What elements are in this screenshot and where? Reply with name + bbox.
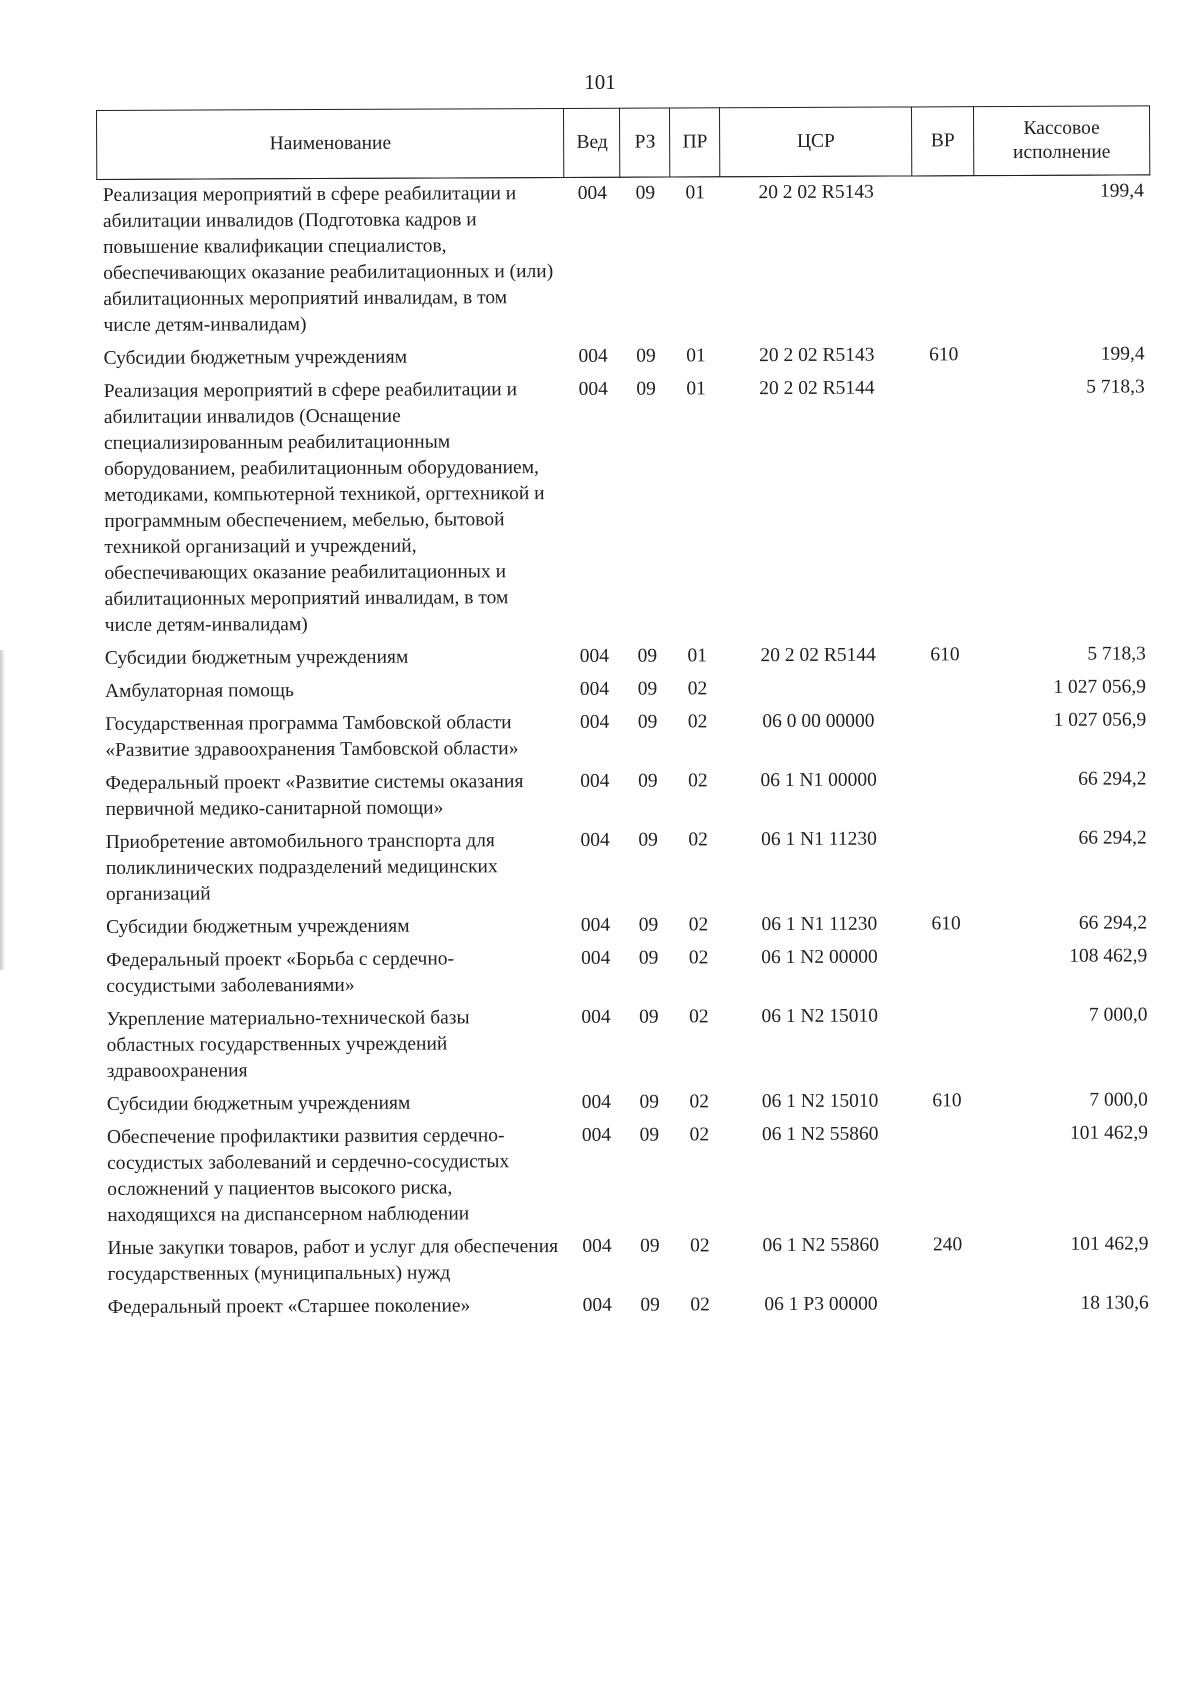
row-vr [912,176,975,340]
row-vr [916,1000,978,1085]
row-vr: 610 [932,1090,962,1112]
row-csr: 06 1 N1 11230 [761,828,877,851]
page-number: 101 [584,70,616,94]
row-rz: 09 [637,678,658,700]
row-csr [722,672,914,706]
row-rz: 09 [637,645,658,667]
row-ved: 004 [581,1091,611,1113]
row-vr [913,372,976,639]
row-rz: 09 [640,1235,660,1257]
table-row [99,704,1152,768]
row-vr [914,672,976,705]
row-csr: 06 1 N1 11230 [761,913,878,936]
row-rz: 09 [638,829,658,851]
row-amount: 66 294,2 [1078,912,1148,934]
row-vr [916,1118,978,1229]
budget-execution-table [96,105,1155,1325]
row-ved: 004 [579,711,610,733]
row-amount: 66 294,2 [1078,827,1147,849]
row-ved: 004 [578,378,608,400]
row-rz: 09 [639,1006,659,1028]
row-amount: 7 000,0 [1088,1004,1148,1026]
row-amount: 5 718,3 [1086,376,1145,398]
row-vr [917,1288,979,1321]
row-rz: 09 [639,1091,660,1113]
row-pr: 02 [689,1006,709,1028]
row-pr: 02 [688,829,708,851]
row-ved: 004 [582,1294,612,1316]
row-amount: 1 027 056,9 [1053,676,1147,698]
header-rz: РЗ [620,108,670,177]
row-vr: 610 [931,913,961,935]
header-csr: ЦСР [720,107,912,177]
row-vr: 610 [928,344,959,366]
row-csr: 06 1 P3 00000 [764,1293,878,1316]
row-csr: 06 1 N2 00000 [761,946,878,969]
table-row [99,638,1152,676]
row-name: Федеральный проект «Развитие системы оказания первичной медико-санитарной помощи» [105,771,524,820]
header-pr: ПР [670,108,720,177]
table-row [101,1117,1154,1233]
table-row [100,999,1153,1089]
row-vr [914,764,976,823]
row-ved: 004 [582,1235,612,1257]
table-row [98,371,1152,643]
row-csr: 06 1 N1 00000 [760,769,877,792]
table-row [100,822,1153,912]
row-name: Субсидии бюджетным учреждениям [106,915,410,938]
row-ved: 004 [581,947,611,969]
row-name: Федеральный проект «Старшее поколение» [107,1295,471,1318]
row-csr: 20 2 02 R5144 [760,644,876,667]
row-ved: 004 [577,182,608,204]
row-amount: 1 027 056,9 [1053,709,1147,731]
header-name: Наименование [97,108,565,179]
row-rz: 09 [635,182,656,204]
row-ved: 004 [580,829,610,851]
row-pr: 02 [689,1091,710,1113]
row-amount: 66 294,2 [1078,768,1147,790]
row-ved: 004 [581,1124,612,1146]
header-ved: Вед [564,108,620,177]
row-ved: 004 [579,678,610,700]
row-name: Амбулаторная помощь [104,680,294,702]
table-row [102,1287,1155,1325]
row-rz: 09 [638,914,659,936]
row-name: Приобретение автомобильного транспорта для поликлинических подразделений медицинских организаций [105,830,498,905]
row-name: Реализация мероприятий в сфере реабилитации и абилитации инвалидов (Оснащение специализированным реабилитационным оборудованием, реабилитационным оборудованием, методиками, компьютерной техникой, оргтехникой и программным обеспечением, мебелью, бытовой техникой организаций и учреждений, обеспечивающих оказание реабилитационных и абилитационных мероприятий инвалидам, в том числе детям-инвалидам) [103,379,545,636]
row-pr: 01 [686,378,706,400]
row-amount: 18 130,6 [1080,1292,1149,1314]
row-amount: 7 000,0 [1089,1089,1148,1111]
row-name: Субсидии бюджетным учреждениям [103,346,408,369]
table-row [99,671,1152,709]
table-header-row [97,106,1150,180]
row-csr: 20 2 02 R5143 [758,181,874,204]
table-row [101,1084,1154,1122]
row-rz: 09 [637,711,658,733]
row-rz: 09 [636,345,656,367]
row-name: Федеральный проект «Борьба с сердечно-сосудистыми заболеваниями» [106,948,455,997]
row-csr: 06 1 N2 15010 [761,1090,879,1113]
row-csr: 20 2 02 R5143 [759,344,875,367]
row-pr: 02 [688,914,709,936]
scan-edge-shadow [0,650,5,970]
row-name: Укрепление материально-технической базы областных государственных учреждений здравоохранения [106,1007,470,1082]
row-amount: 101 462,9 [1070,1233,1149,1255]
row-ved: 004 [580,770,610,792]
table-row [100,940,1153,1004]
row-name: Реализация мероприятий в сфере реабилитации и абилитации инвалидов (Подготовка кадров и повышение квалификации специалистов, обеспечивающих оказание реабилитационных и (или) абилитационных мероприятий инвалидам, в том числе детям-инвалидам) [102,183,554,336]
row-name: Обеспечение профилактики развития сердечно-сосудистых заболеваний и сердечно-сосудистых осложнений у пациентов высокого риска, находящихся на диспансерном наблюдении [106,1125,510,1226]
table-row [97,175,1151,343]
row-rz: 09 [636,378,656,400]
header-vr: ВР [912,107,974,176]
row-pr: 02 [689,1124,710,1146]
row-amount: 199,4 [1100,343,1145,365]
row-pr: 01 [685,182,706,204]
row-ved: 004 [579,645,610,667]
row-pr: 02 [687,711,708,733]
row-pr: 02 [690,1235,710,1257]
table-body [97,175,1155,1325]
row-csr: 20 2 02 R5144 [759,377,875,400]
row-pr: 02 [688,947,709,969]
table-row [101,1228,1154,1292]
row-rz: 09 [639,1124,660,1146]
row-pr: 02 [687,678,708,700]
row-ved: 004 [581,1006,611,1028]
row-rz: 09 [638,770,658,792]
row-csr: 06 1 N2 55860 [761,1123,879,1146]
row-vr: 610 [930,644,960,666]
row-ved: 004 [580,914,611,936]
row-pr: 01 [687,645,708,667]
row-rz: 09 [638,947,659,969]
row-csr: 06 1 N2 15010 [761,1005,878,1028]
row-amount: 101 462,9 [1069,1122,1149,1144]
row-vr: 240 [932,1234,963,1256]
table-row [99,763,1152,827]
row-pr: 01 [686,345,706,367]
row-rz: 09 [640,1294,660,1316]
row-pr: 02 [688,770,708,792]
row-name: Государственная программа Тамбовской области «Развитие здравоохранения Тамбовской области» [105,712,519,761]
row-name: Субсидии бюджетным учреждениям [106,1092,411,1115]
row-name: Субсидии бюджетным учреждениям [104,646,409,669]
row-csr: 06 1 N2 55860 [762,1234,879,1257]
header-kassovoe: Кассовое исполнение [974,106,1150,176]
row-csr: 06 0 00 00000 [762,710,875,733]
table-row [100,907,1153,945]
row-amount: 108 462,9 [1069,945,1148,967]
row-amount: 199,4 [1099,180,1144,202]
table-row [98,338,1151,376]
row-pr: 02 [690,1294,710,1316]
row-vr [915,941,977,1000]
row-vr [914,705,976,764]
row-ved: 004 [578,345,608,367]
row-name: Иные закупки товаров, работ и услуг для обеспечения государственных (муниципальных) нужд [107,1235,559,1285]
row-amount: 5 718,3 [1087,643,1146,665]
row-vr [915,823,977,908]
